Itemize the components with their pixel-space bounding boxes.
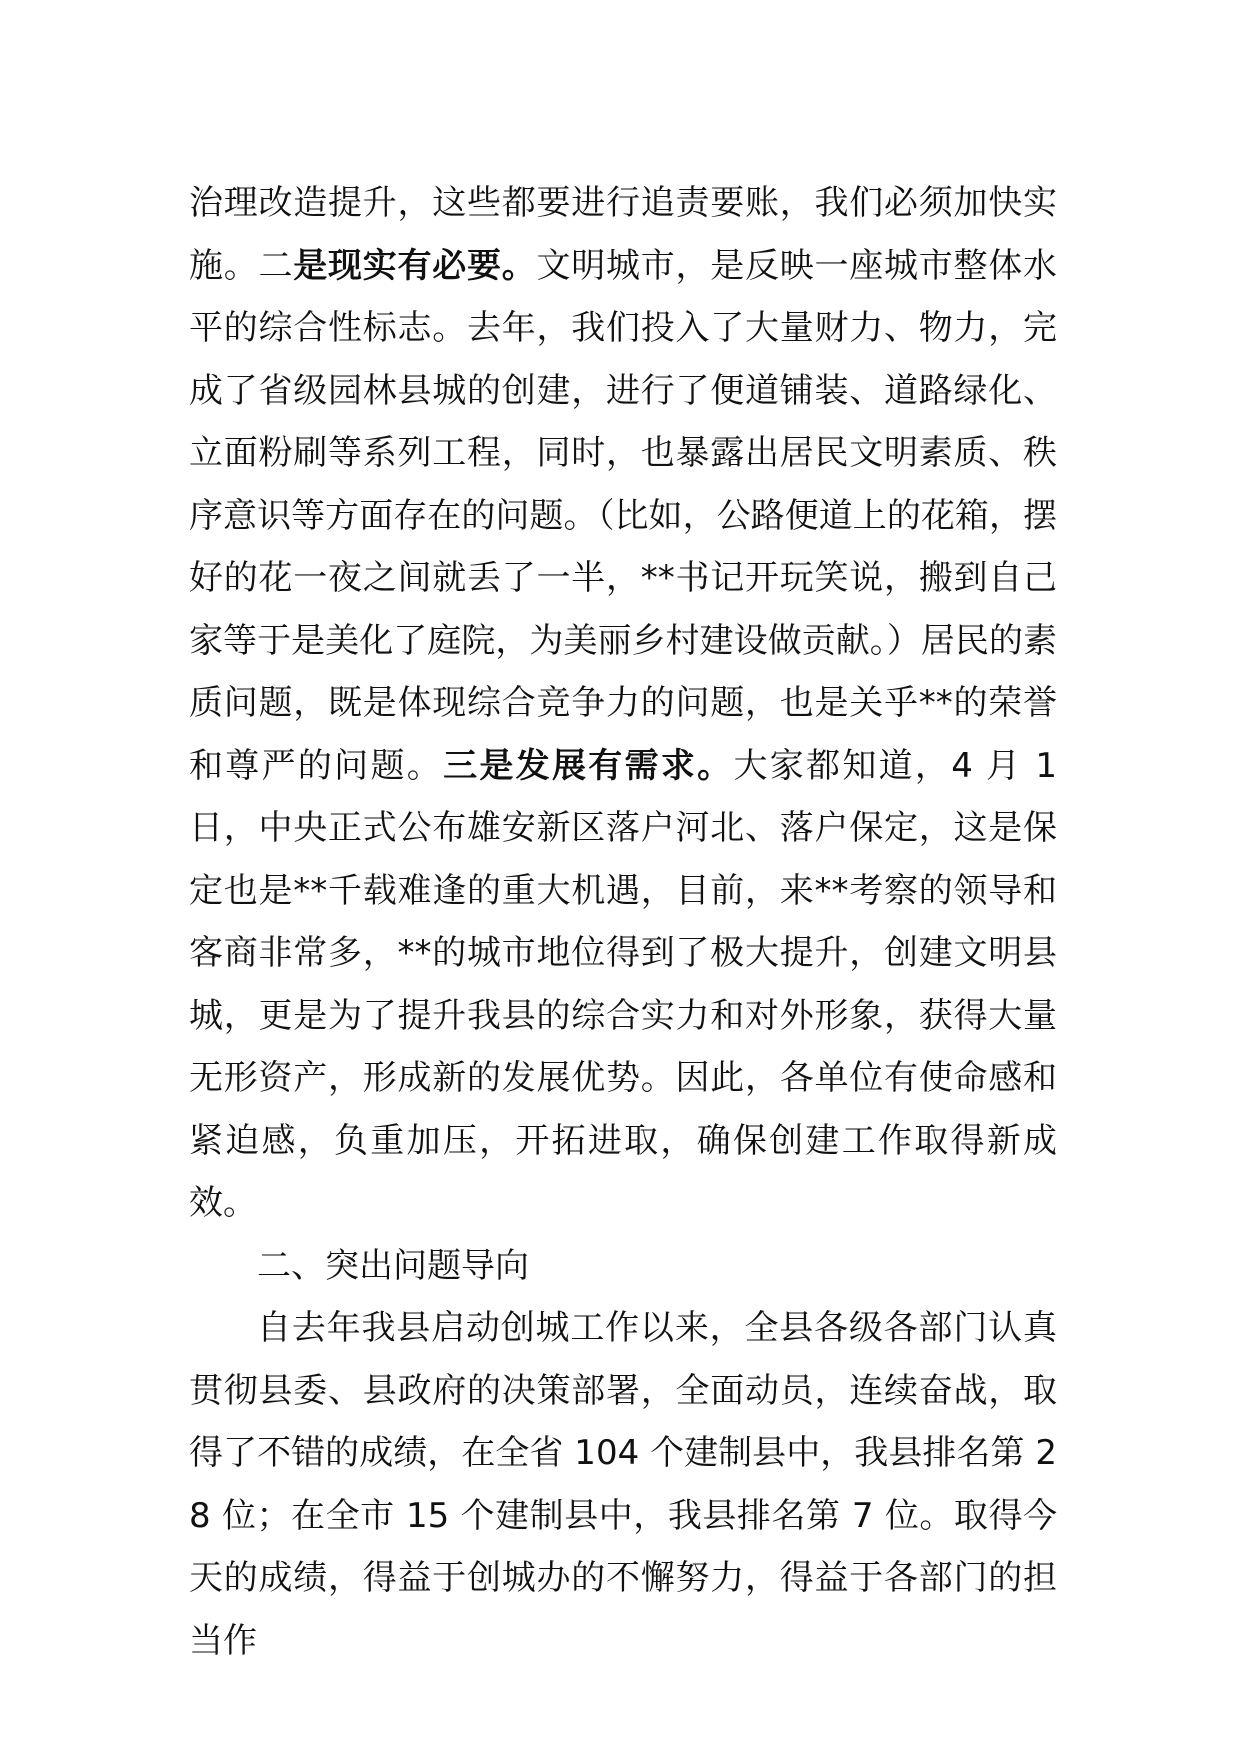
paragraph-achievements: 自去年我县启动创城工作以来，全县各级各部门认真贯彻县委、县政府的决策部署，全面动员，连续奋战，取得了不错的成绩，在全省 104 个建制县中，我县排名第 28 位；在全市 15 个建制县中，我县排名第 7 位。取得今天的成绩，得益于创城办的不懈努力，得益于各部门的担当作 [189,1308,1057,1661]
paragraph-text: 治理改造提升，这些都要进行追责要账，我们必须加快实施。二 [189,183,1057,286]
paragraph-text: 文明城市，是反映一座城市整体水平的综合性标志。去年，我们投入了大量财力、物力，完成了省级园林县城的创建，进行了便道铺装、道路绿化、立面粉刷等系列工程，同时，也暴露出居民文明素质、秩序意识等方面存在的问题。（比如，公路便道上的花箱，摆好的花一夜之间就丢了一半，**书记开玩笑说，搬到自己家等于是美化了庭院，为美丽乡村建设做贡献。）居民的素质问题，既是体现综合竞争力的问题，也是关乎**的荣誉和尊严的问题。 [189,245,1057,786]
bold-point-reality: 是现实有必要。 [293,245,537,286]
paragraph-text: 大家都知道，4 月 1 日，中央正式公布雄安新区落户河北、落户保定，这是保定也是**千载难逢的重大机遇，目前，来**考察的领导和客商非常多，**的城市地位得到了极大提升，创建文明县城，更是为了提升我县的综合实力和对外形象，获得大量无形资产，形成新的发展优势。因此，各单位有使命感和紧迫感，负重加压，开拓进取，确保创建工作取得新成效。 [189,745,1057,1223]
paragraph-necessity [189,172,1057,1235]
bold-point-development: 三是发展有需求。 [443,745,734,786]
document-body [189,172,1057,1672]
section-heading: 二、突出问题导向 [257,1245,529,1286]
